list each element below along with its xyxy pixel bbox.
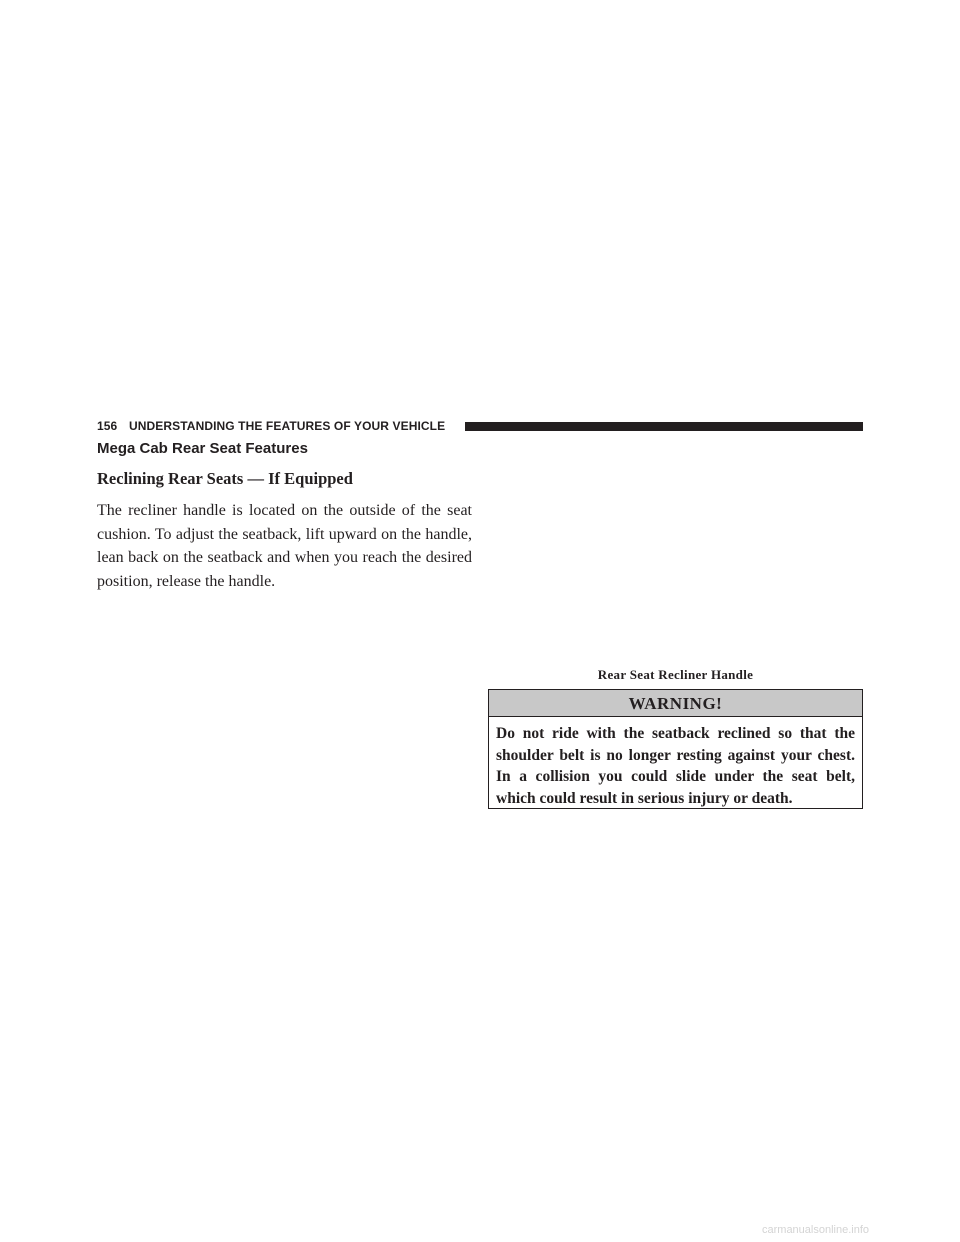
warning-box — [488, 689, 863, 809]
section-heading: Mega Cab Rear Seat Features — [97, 440, 308, 457]
warning-text: Do not ride with the seatback reclined so that the shoulder belt is no longer resting against your chest. In a collision you could slide under the seat belt, which could result in serious injury or death. — [496, 725, 855, 807]
watermark: carmanualsonline.info — [762, 1224, 870, 1236]
page-number: 156 — [97, 419, 118, 433]
chapter-title: UNDERSTANDING THE FEATURES OF YOUR VEHICLE — [129, 419, 446, 433]
header-rule — [465, 422, 863, 431]
page-header — [97, 417, 863, 437]
sub-heading: Reclining Rear Seats — If Equipped — [97, 469, 353, 488]
body-paragraph: The recliner handle is located on the outside of the seat cushion. To adjust the seatback, lift upward on the handle, lean back on the seatback and when you reach the desired position, release the handle. — [97, 502, 472, 590]
figure-caption: Rear Seat Recliner Handle — [597, 667, 754, 682]
warning-title: WARNING! — [489, 690, 862, 717]
figure-image-area — [488, 440, 863, 662]
